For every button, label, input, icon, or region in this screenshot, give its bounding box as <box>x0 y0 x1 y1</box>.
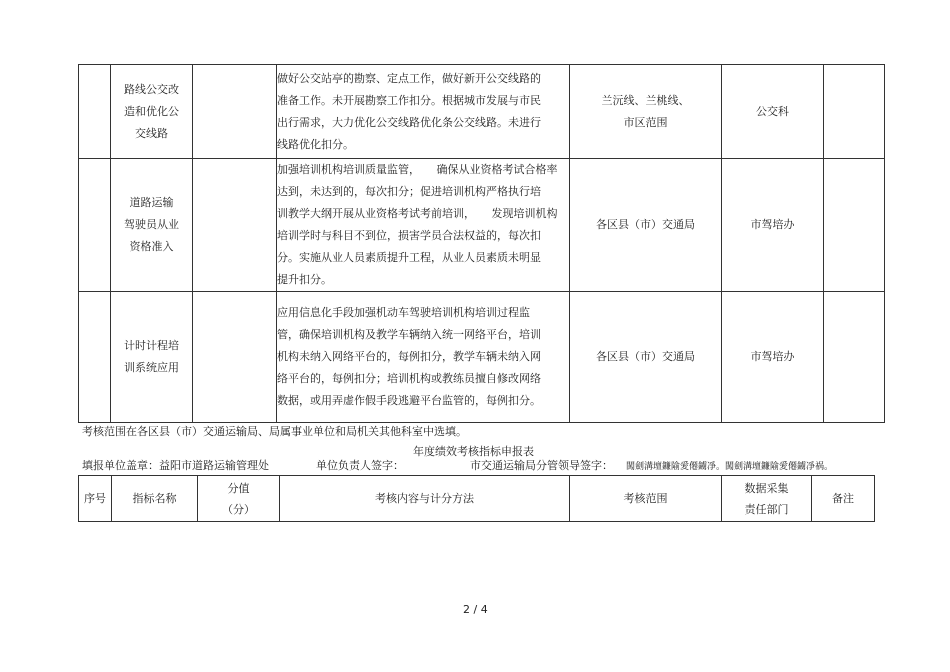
dept-cell: 市驾培办 <box>722 292 824 423</box>
page-number: 2 / 4 <box>463 603 488 616</box>
content-cell: 加强培训机构培训质量监管， 确保从业资格考试合格率 达到，未达到的，每次扣分；促进培训机构严格执行培 训教学大纲开展从业资格考试考前培训， 发现培训机构 培训学时与科目不到位，损害学员合法权益的，每次扣 分。实施从业人员素质提升工程，从业人员素质未明显 提升扣分。 <box>277 159 570 292</box>
header-index: 序号 <box>79 476 112 522</box>
scope-footnote: 考核范围在各区县（市）交通运输局、局属事业单位和局机关其他科室中选填。 <box>82 425 467 438</box>
leader-signature-label: 市交通运输局分管领导签字： <box>470 459 613 472</box>
score-cell <box>193 159 277 292</box>
garbled-annotation: 闖劍溝壇鐮隃愛僊鐪凈。闖劍溝壇鐮隃愛僊鐪凈祸。 <box>626 462 834 472</box>
table-row <box>79 65 885 159</box>
header-score: 分值 （分） <box>198 476 280 522</box>
table-row <box>79 292 885 423</box>
scope-cell: 各区县（市）交通局 <box>570 159 722 292</box>
index-cell <box>79 159 111 292</box>
header-scope: 考核范围 <box>570 476 722 522</box>
reporting-unit-label: 填报单位盖章：益阳市道路运输管理处 <box>82 459 269 472</box>
form-title: 年度绩效考核指标申报表 <box>413 445 534 458</box>
dept-cell: 公交科 <box>722 65 824 159</box>
header-indicator-name: 指标名称 <box>112 476 198 522</box>
unit-head-signature-label: 单位负责人签字： <box>316 459 404 472</box>
scope-cell: 兰沅线、兰桃线、 市区范围 <box>570 65 722 159</box>
content-cell: 做好公交站亭的勘察、定点工作，做好新开公交线路的 准备工作。未开展勘察工作扣分。根据城市发展与市民 出行需求，大力优化公交线路优化条公交线路。未进行 线路优化扣分。 <box>277 65 570 159</box>
content-cell: 应用信息化手段加强机动车驾驶培训机构培训过程监 管，确保培训机构及教学车辆纳入统一网络平台，培训 机构未纳入网络平台的，每例扣分，教学车辆未纳入网 络平台的，每例扣分；培训机构或教练员擅自修改网络 数据，或用弄虚作假手段逃避平台监管的，每例扣分。 <box>277 292 570 423</box>
note-cell <box>824 159 885 292</box>
indicator-name-cell: 计时计程培 训系统应用 <box>111 292 193 423</box>
scope-cell: 各区县（市）交通局 <box>570 292 722 423</box>
indicator-table-continued <box>78 64 885 423</box>
indicator-header-table <box>78 475 875 522</box>
header-row <box>79 476 875 522</box>
indicator-name-cell: 路线公交改 造和优化公 交线路 <box>111 65 193 159</box>
header-dept: 数据采集 责任部门 <box>722 476 812 522</box>
indicator-name-cell: 道路运输 驾驶员从业 资格准入 <box>111 159 193 292</box>
header-note: 备注 <box>812 476 875 522</box>
dept-cell: 市驾培办 <box>722 159 824 292</box>
index-cell <box>79 292 111 423</box>
table-row <box>79 159 885 292</box>
score-cell <box>193 292 277 423</box>
note-cell <box>824 292 885 423</box>
index-cell <box>79 65 111 159</box>
score-cell <box>193 65 277 159</box>
note-cell <box>824 65 885 159</box>
header-content: 考核内容与计分方法 <box>280 476 570 522</box>
